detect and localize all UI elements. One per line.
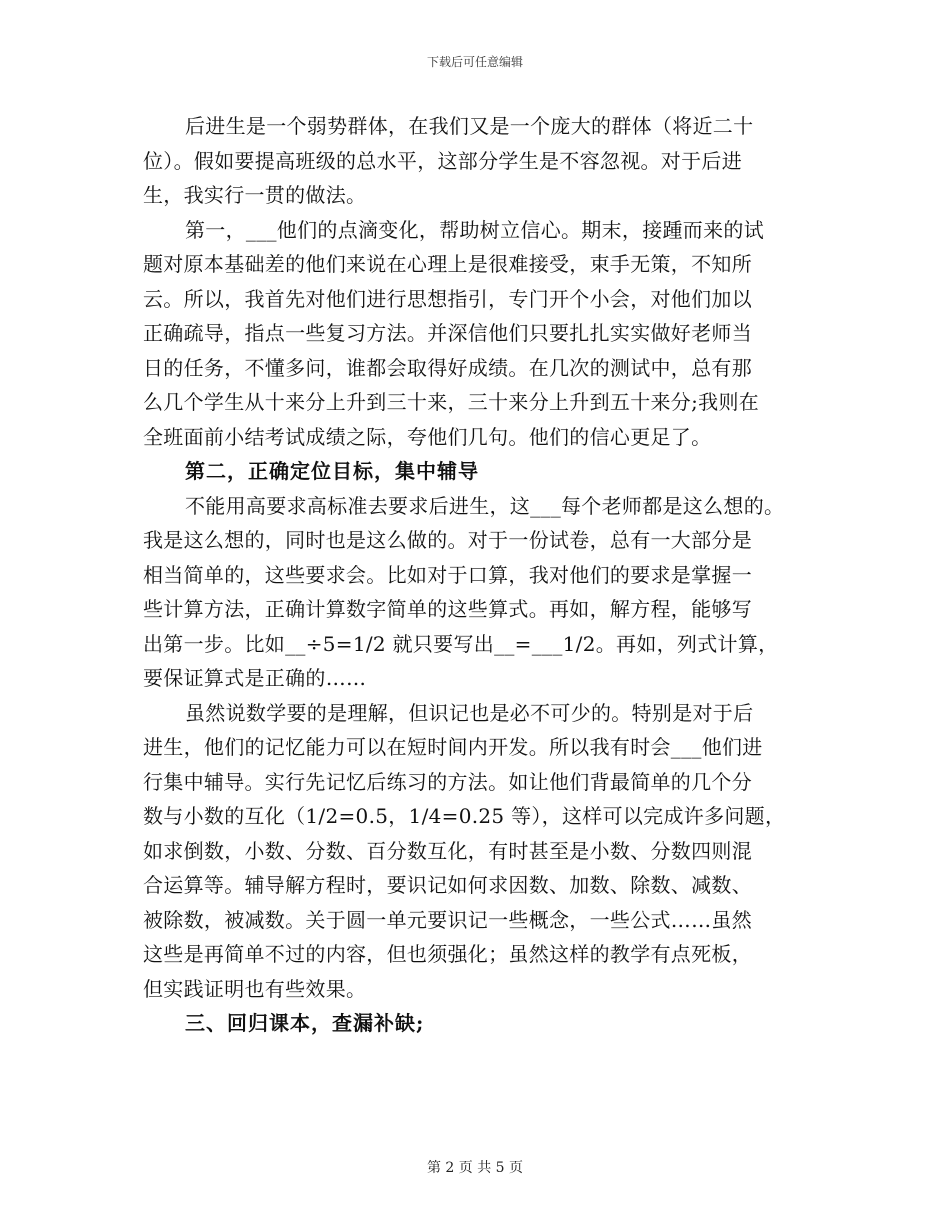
paragraph-line: 进生，他们的记忆能力可以在短时间内开发。所以我有时会___他们进	[143, 735, 763, 759]
paragraph-line: 云。所以，我首先对他们进行思想指引，专门开个小会，对他们加以	[143, 286, 752, 311]
section-heading: 第二，正确定位目标，集中辅导	[185, 459, 479, 483]
paragraph-line: 不能用高要求高标准去要求后进生，这___每个老师都是这么想的。	[185, 493, 785, 518]
page-header: 下载后可任意编辑	[426, 55, 523, 69]
paragraph-line: 被除数，被减数。关于圆一单元要识记一些概念，一些公式……虽然	[143, 907, 752, 932]
paragraph-line: 虽然说数学要的是理解，但识记也是必不可少的。特别是对于后	[185, 700, 754, 725]
paragraph-line: 后进生是一个弱势群体，在我们又是一个庞大的群体（将近二十	[185, 114, 754, 138]
paragraph-line: 正确疏导，指点一些复习方法。并深信他们只要扎扎实实做好老师当	[143, 321, 752, 345]
document-body	[143, 109, 833, 1041]
paragraph-line: 相当简单的，这些要求会。比如对于口算，我对他们的要求是掌握一	[143, 562, 752, 587]
paragraph-line: 题对原本基础差的他们来说在心理上是很难接受，束手无策，不知所	[143, 252, 752, 276]
paragraph-line: 但实践证明也有些效果。	[143, 976, 367, 1001]
paragraph-line: 么几个学生从十来分上升到三十来，三十来分上升到五十来分;我则在	[143, 390, 760, 414]
paragraph-line: 生，我实行一贯的做法。	[143, 183, 367, 207]
paragraph-line: 日的任务，不懂多问，谁都会取得好成绩。在几次的测试中，总有那	[143, 355, 752, 380]
paragraph-line: 全班面前小结考试成绩之际，夸他们几句。他们的信心更足了。	[143, 424, 712, 449]
paragraph-line: 合运算等。辅导解方程时，要识记如何求因数、加数、除数、减数、	[143, 873, 752, 897]
paragraph-line: 位）。假如要提高班级的总水平，这部分学生是不容忽视。对于后进	[143, 148, 742, 173]
paragraph-line: 行集中辅导。实行先记忆后练习的方法。如让他们背最简单的几个分	[143, 769, 752, 794]
paragraph-line: 第一，___他们的点滴变化，帮助树立信心。期末，接踵而来的试	[185, 217, 764, 242]
paragraph-line: 数与小数的互化（1/2=0.5，1/4=0.25 等），这样可以完成许多问题，	[143, 804, 786, 828]
paragraph-line: 出第一步。比如__÷5=1/2 就只要写出__=___1/2。再如，列式计算，	[143, 631, 779, 656]
paragraph-line: 我是这么想的，同时也是这么做的。对于一份试卷，总有一大部分是	[143, 528, 752, 552]
paragraph-line: 些计算方法，正确计算数字简单的这些算式。再如，解方程，能够写	[143, 597, 752, 621]
section-heading: 三、回归课本，查漏补缺;	[185, 1011, 425, 1035]
paragraph-line: 这些是再简单不过的内容，但也须强化；虽然这样的教学有点死板，	[143, 942, 752, 966]
paragraph-line: 要保证算式是正确的……	[143, 666, 367, 690]
page-number: 第 2 页 共 5 页	[426, 1160, 524, 1176]
paragraph-line: 如求倒数，小数、分数、百分数互化，有时甚至是小数、分数四则混	[143, 838, 752, 863]
